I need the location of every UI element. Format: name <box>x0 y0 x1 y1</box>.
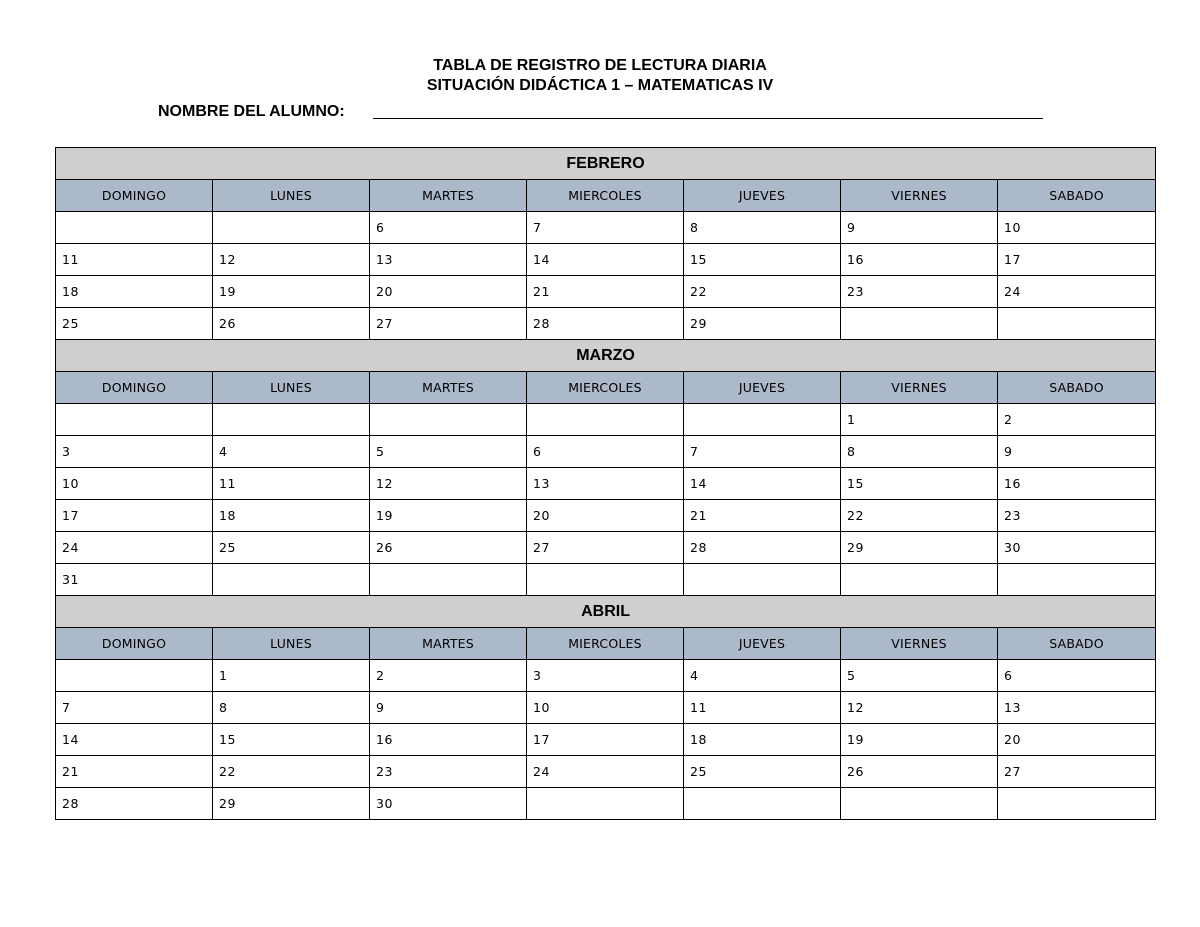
document-title <box>0 56 1200 96</box>
weekday-header: LUNES <box>213 628 370 660</box>
day-cell[interactable]: 15 <box>213 724 370 756</box>
month-title: MARZO <box>56 340 1156 372</box>
day-cell[interactable]: 18 <box>56 276 213 308</box>
week-row <box>56 308 1156 340</box>
day-cell[interactable]: 1 <box>841 404 998 436</box>
weekday-header: SABADO <box>998 372 1156 404</box>
week-row <box>56 788 1156 820</box>
day-cell[interactable]: 2 <box>370 660 527 692</box>
month-title: FEBRERO <box>56 148 1156 180</box>
weekday-header: JUEVES <box>684 628 841 660</box>
day-cell[interactable]: 30 <box>998 532 1156 564</box>
day-cell[interactable]: 30 <box>370 788 527 820</box>
weekday-header: JUEVES <box>684 180 841 212</box>
day-cell[interactable]: 6 <box>998 660 1156 692</box>
day-cell[interactable] <box>370 564 527 596</box>
day-cell[interactable]: 14 <box>527 244 684 276</box>
day-cell[interactable]: 18 <box>213 500 370 532</box>
day-cell[interactable]: 11 <box>56 244 213 276</box>
week-row <box>56 756 1156 788</box>
day-cell[interactable] <box>213 404 370 436</box>
day-cell[interactable] <box>841 308 998 340</box>
day-cell[interactable]: 19 <box>213 276 370 308</box>
weekday-header: MIERCOLES <box>527 628 684 660</box>
day-cell[interactable]: 23 <box>841 276 998 308</box>
month-header-row <box>56 596 1156 628</box>
week-row <box>56 660 1156 692</box>
weekday-header-row <box>56 372 1156 404</box>
day-cell[interactable]: 5 <box>841 660 998 692</box>
weekday-header: SABADO <box>998 628 1156 660</box>
day-cell[interactable]: 16 <box>998 468 1156 500</box>
day-cell[interactable]: 3 <box>527 660 684 692</box>
day-cell[interactable]: 25 <box>213 532 370 564</box>
week-row <box>56 500 1156 532</box>
day-cell[interactable]: 3 <box>56 436 213 468</box>
weekday-header: LUNES <box>213 180 370 212</box>
weekday-header: VIERNES <box>841 372 998 404</box>
day-cell[interactable] <box>841 564 998 596</box>
day-cell[interactable]: 25 <box>684 756 841 788</box>
day-cell[interactable]: 28 <box>684 532 841 564</box>
week-row <box>56 436 1156 468</box>
day-cell[interactable]: 13 <box>998 692 1156 724</box>
day-cell[interactable]: 16 <box>841 244 998 276</box>
weekday-header: LUNES <box>213 372 370 404</box>
weekday-header: MARTES <box>370 180 527 212</box>
day-cell[interactable]: 4 <box>213 436 370 468</box>
day-cell[interactable] <box>56 212 213 244</box>
weekday-header-row <box>56 628 1156 660</box>
day-cell[interactable]: 5 <box>370 436 527 468</box>
day-cell[interactable]: 26 <box>213 308 370 340</box>
weekday-header-row <box>56 180 1156 212</box>
day-cell[interactable]: 9 <box>370 692 527 724</box>
weekday-header: SABADO <box>998 180 1156 212</box>
day-cell[interactable]: 9 <box>998 436 1156 468</box>
day-cell[interactable]: 16 <box>370 724 527 756</box>
day-cell[interactable]: 28 <box>527 308 684 340</box>
day-cell[interactable] <box>213 564 370 596</box>
day-cell[interactable]: 7 <box>527 212 684 244</box>
weekday-header: VIERNES <box>841 628 998 660</box>
title-line-2: SITUACIÓN DIDÁCTICA 1 – MATEMATICAS IV <box>426 77 774 94</box>
day-cell[interactable] <box>527 564 684 596</box>
day-cell[interactable]: 6 <box>370 212 527 244</box>
day-cell[interactable] <box>998 564 1156 596</box>
day-cell[interactable]: 17 <box>56 500 213 532</box>
day-cell[interactable]: 1 <box>213 660 370 692</box>
day-cell[interactable]: 21 <box>527 276 684 308</box>
day-cell[interactable]: 24 <box>527 756 684 788</box>
day-cell[interactable]: 29 <box>841 532 998 564</box>
day-cell[interactable]: 23 <box>998 500 1156 532</box>
day-cell[interactable]: 4 <box>684 660 841 692</box>
day-cell[interactable]: 18 <box>684 724 841 756</box>
day-cell[interactable]: 9 <box>841 212 998 244</box>
weekday-header: MARTES <box>370 628 527 660</box>
day-cell[interactable]: 14 <box>684 468 841 500</box>
day-cell[interactable]: 26 <box>841 756 998 788</box>
student-name-field[interactable] <box>373 118 1043 119</box>
day-cell[interactable]: 19 <box>841 724 998 756</box>
week-row <box>56 244 1156 276</box>
week-row <box>56 564 1156 596</box>
day-cell[interactable]: 19 <box>370 500 527 532</box>
day-cell[interactable]: 12 <box>213 244 370 276</box>
weekday-header: MIERCOLES <box>527 372 684 404</box>
day-cell[interactable]: 23 <box>370 756 527 788</box>
day-cell[interactable] <box>684 788 841 820</box>
day-cell[interactable] <box>841 788 998 820</box>
day-cell[interactable]: 12 <box>370 468 527 500</box>
day-cell[interactable]: 7 <box>56 692 213 724</box>
day-cell[interactable] <box>684 404 841 436</box>
day-cell[interactable]: 8 <box>213 692 370 724</box>
day-cell[interactable] <box>527 404 684 436</box>
title-line-1: TABLA DE REGISTRO DE LECTURA DIARIA <box>433 57 767 74</box>
week-row <box>56 724 1156 756</box>
day-cell[interactable]: 22 <box>841 500 998 532</box>
weekday-header: JUEVES <box>684 372 841 404</box>
day-cell[interactable]: 15 <box>684 244 841 276</box>
reading-log-calendar <box>55 147 1156 820</box>
day-cell[interactable]: 12 <box>841 692 998 724</box>
day-cell[interactable]: 22 <box>684 276 841 308</box>
day-cell[interactable] <box>370 404 527 436</box>
week-row <box>56 468 1156 500</box>
day-cell[interactable]: 21 <box>56 756 213 788</box>
day-cell[interactable]: 13 <box>370 244 527 276</box>
week-row <box>56 404 1156 436</box>
day-cell[interactable]: 20 <box>527 500 684 532</box>
week-row <box>56 532 1156 564</box>
day-cell[interactable] <box>998 308 1156 340</box>
day-cell[interactable]: 14 <box>56 724 213 756</box>
week-row <box>56 692 1156 724</box>
day-cell[interactable]: 27 <box>527 532 684 564</box>
day-cell[interactable]: 20 <box>370 276 527 308</box>
day-cell[interactable]: 21 <box>684 500 841 532</box>
day-cell[interactable]: 29 <box>213 788 370 820</box>
day-cell[interactable] <box>56 660 213 692</box>
day-cell[interactable]: 22 <box>213 756 370 788</box>
day-cell[interactable]: 7 <box>684 436 841 468</box>
day-cell[interactable]: 31 <box>56 564 213 596</box>
day-cell[interactable]: 25 <box>56 308 213 340</box>
day-cell[interactable]: 24 <box>998 276 1156 308</box>
week-row <box>56 276 1156 308</box>
day-cell[interactable]: 13 <box>527 468 684 500</box>
month-title: ABRIL <box>56 596 1156 628</box>
day-cell[interactable]: 17 <box>527 724 684 756</box>
day-cell[interactable]: 11 <box>684 692 841 724</box>
day-cell[interactable]: 11 <box>213 468 370 500</box>
student-name-label: NOMBRE DEL ALUMNO: <box>158 103 345 120</box>
weekday-header: VIERNES <box>841 180 998 212</box>
day-cell[interactable]: 10 <box>527 692 684 724</box>
day-cell[interactable] <box>213 212 370 244</box>
day-cell[interactable]: 15 <box>841 468 998 500</box>
day-cell[interactable]: 26 <box>370 532 527 564</box>
weekday-header: DOMINGO <box>56 628 213 660</box>
day-cell[interactable]: 10 <box>56 468 213 500</box>
day-cell[interactable]: 27 <box>370 308 527 340</box>
day-cell[interactable]: 24 <box>56 532 213 564</box>
week-row <box>56 212 1156 244</box>
weekday-header: DOMINGO <box>56 372 213 404</box>
day-cell[interactable]: 2 <box>998 404 1156 436</box>
day-cell[interactable] <box>998 788 1156 820</box>
day-cell[interactable] <box>56 404 213 436</box>
month-header-row <box>56 340 1156 372</box>
day-cell[interactable] <box>527 788 684 820</box>
weekday-header: DOMINGO <box>56 180 213 212</box>
weekday-header: MIERCOLES <box>527 180 684 212</box>
day-cell[interactable]: 20 <box>998 724 1156 756</box>
weekday-header: MARTES <box>370 372 527 404</box>
day-cell[interactable]: 8 <box>684 212 841 244</box>
day-cell[interactable]: 27 <box>998 756 1156 788</box>
day-cell[interactable]: 10 <box>998 212 1156 244</box>
day-cell[interactable]: 28 <box>56 788 213 820</box>
day-cell[interactable]: 17 <box>998 244 1156 276</box>
month-header-row <box>56 148 1156 180</box>
day-cell[interactable] <box>684 564 841 596</box>
day-cell[interactable]: 29 <box>684 308 841 340</box>
day-cell[interactable]: 8 <box>841 436 998 468</box>
day-cell[interactable]: 6 <box>527 436 684 468</box>
